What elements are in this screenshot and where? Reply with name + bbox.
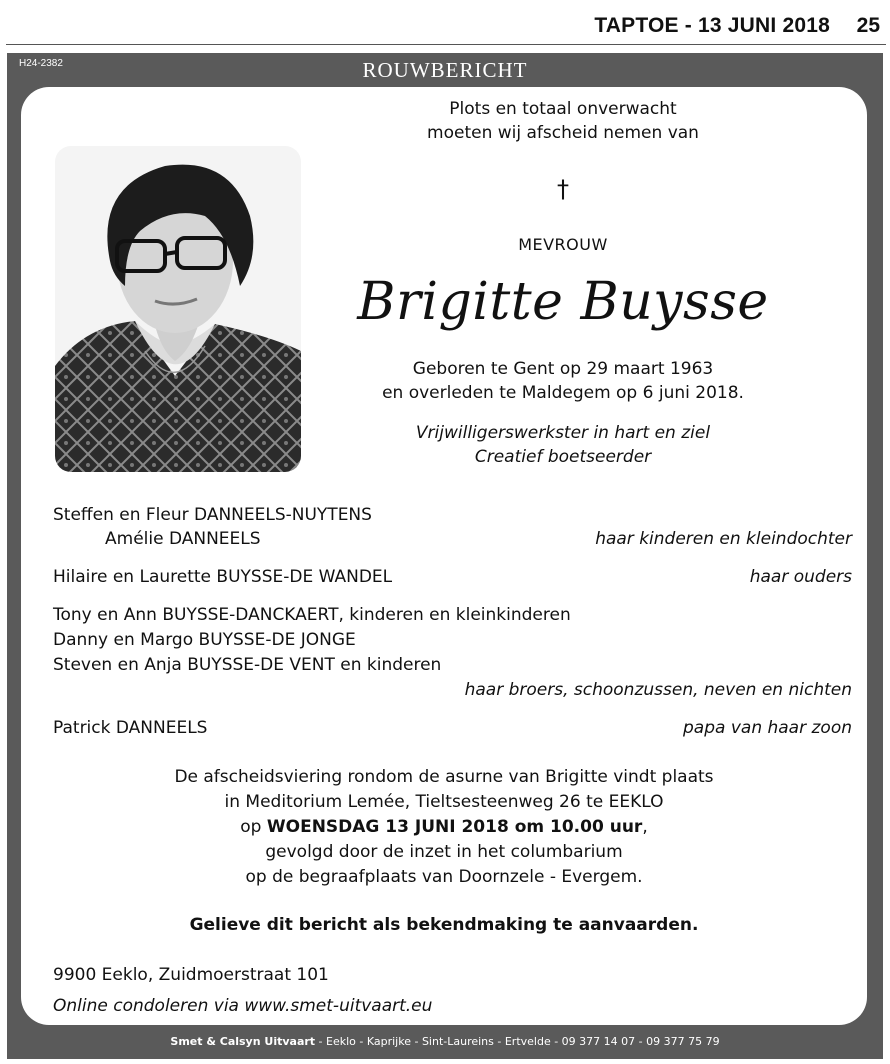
funeral-home-name: Smet & Calsyn Uitvaart bbox=[170, 1035, 316, 1048]
family-relation: haar broers, schoonzussen, neven en nichten bbox=[464, 680, 852, 700]
notice-line: Gelieve dit bericht als bekendmaking te aanvaarden. bbox=[189, 915, 699, 935]
ceremony-date-prefix: op bbox=[240, 817, 267, 837]
tagline-1: Vrijwilligerswerkster in hart en ziel bbox=[415, 423, 711, 443]
family-line: Amélie DANNEELS bbox=[105, 529, 261, 549]
cross-icon: † bbox=[557, 175, 569, 203]
ceremony-date-suffix: , bbox=[642, 817, 648, 837]
family-relation: papa van haar zoon bbox=[683, 718, 852, 738]
family-line: Steffen en Fleur DANNEELS-NUYTENS bbox=[53, 505, 372, 525]
birth-line: Geboren te Gent op 29 maart 1963 bbox=[412, 359, 714, 379]
ceremony-line-4: gevolgd door de inzet in het columbarium bbox=[265, 842, 623, 862]
family-relation: haar kinderen en kleindochter bbox=[595, 529, 852, 549]
death-line: en overleden te Maldegem op 6 juni 2018. bbox=[382, 383, 744, 403]
obituary-card bbox=[21, 87, 867, 1025]
page-number: 25 bbox=[856, 14, 880, 37]
ceremony-line-1: De afscheidsviering rondom de asurne van Brigitte vindt plaats bbox=[174, 767, 714, 787]
masthead-rule bbox=[6, 44, 886, 45]
family-line: Steven en Anja BUYSSE-DE VENT en kinderen bbox=[53, 655, 442, 675]
family-relation: haar ouders bbox=[749, 567, 852, 587]
newspaper-masthead bbox=[0, 0, 890, 40]
funeral-home-contact: - Eeklo - Kaprijke - Sint-Laureins - Ertvelde - 09 377 14 07 - 09 377 75 79 bbox=[315, 1035, 720, 1048]
funeral-home-footer bbox=[0, 1035, 890, 1048]
ceremony-line-3 bbox=[21, 817, 867, 837]
deceased-name: Brigitte Buysse bbox=[357, 272, 769, 332]
ceremony-line-2: in Meditorium Lemée, Tieltsesteenweg 26 te EEKLO bbox=[224, 792, 664, 812]
masthead-title: TAPTOE - 13 JUNI 2018 bbox=[594, 14, 830, 37]
ceremony-line-5: op de begraafplaats van Doornzele - Evergem. bbox=[245, 867, 643, 887]
intro-line-2: moeten wij afscheid nemen van bbox=[427, 123, 699, 143]
intro-line-1: Plots en totaal onverwacht bbox=[449, 99, 677, 119]
ad-reference: H24-2382 bbox=[19, 58, 63, 69]
family-line: Tony en Ann BUYSSE-DANCKAERT, kinderen en kleinkinderen bbox=[53, 605, 571, 625]
tagline-2: Creatief boetseerder bbox=[474, 447, 652, 467]
online-condolence-link[interactable]: Online condoleren via www.smet-uitvaart.eu bbox=[53, 996, 433, 1016]
obituary-header: ROUWBERICHT bbox=[362, 58, 528, 82]
honorific: MEVROUW bbox=[518, 235, 608, 254]
family-line: Danny en Margo BUYSSE-DE JONGE bbox=[53, 630, 356, 650]
family-line: Hilaire en Laurette BUYSSE-DE WANDEL bbox=[53, 567, 393, 587]
portrait-photo bbox=[55, 146, 301, 472]
address-line: 9900 Eeklo, Zuidmoerstraat 101 bbox=[53, 965, 329, 985]
family-line: Patrick DANNEELS bbox=[53, 718, 208, 738]
ceremony-date: WOENSDAG 13 JUNI 2018 om 10.00 uur bbox=[266, 817, 643, 837]
